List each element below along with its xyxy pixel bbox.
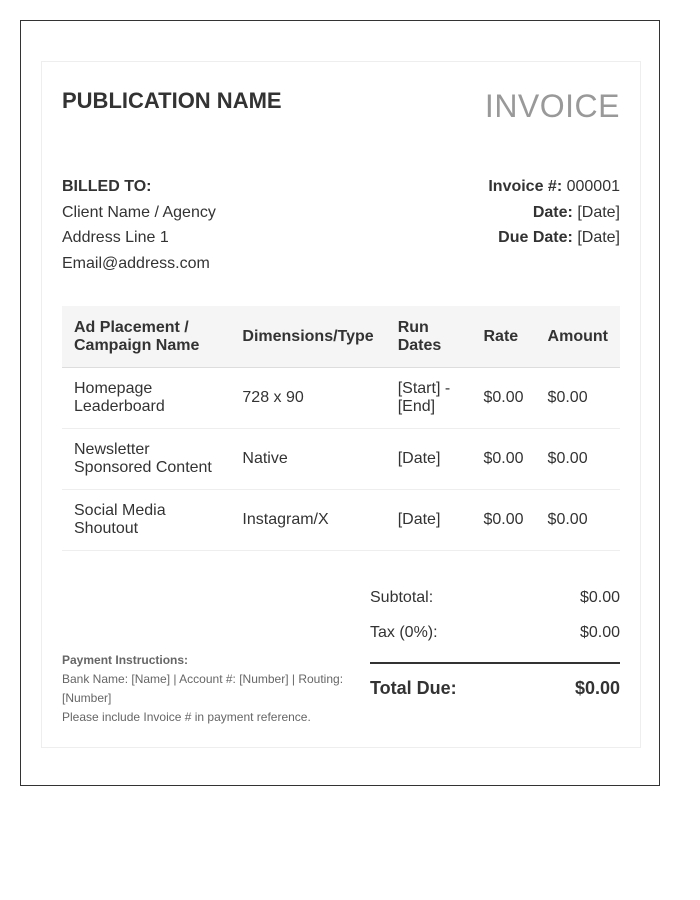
row-run-dates-line2: [End]	[397, 398, 436, 415]
header-amount: Amount	[536, 306, 620, 368]
invoice-date-row	[488, 200, 620, 226]
table-header-row	[62, 306, 620, 368]
row-placement	[62, 490, 230, 551]
invoice-number-value: 000001	[566, 178, 620, 195]
invoice-date-label: Date:	[532, 203, 573, 221]
header-placement-line2: Campaign Name	[74, 336, 200, 354]
row-rate: $0.00	[472, 490, 536, 551]
total-due-value: $0.00	[574, 678, 620, 698]
table-row	[62, 490, 620, 551]
client-name: Client Name / Agency	[62, 203, 216, 221]
line-items-table	[62, 306, 620, 551]
row-amount: $0.00	[536, 368, 620, 429]
due-date-row	[488, 225, 620, 251]
row-placement-line2: Shoutout	[74, 520, 139, 537]
row-dimensions: 728 x 90	[230, 368, 385, 429]
tax-value: $0.00	[579, 624, 620, 641]
payment-reference-line: Please include Invoice # in payment reference.	[62, 710, 311, 724]
total-due-row	[370, 662, 620, 711]
subtotal-value: $0.00	[579, 589, 620, 606]
row-placement-line2: Leaderboard	[74, 398, 165, 415]
row-rate: $0.00	[472, 368, 536, 429]
total-due-label: Total Due:	[370, 678, 457, 698]
row-amount: $0.00	[536, 429, 620, 490]
row-run-dates	[386, 490, 472, 551]
header-placement-line1: Ad Placement /	[74, 318, 189, 336]
billed-to-label: BILLED TO:	[62, 178, 152, 195]
billed-to-block	[62, 174, 216, 276]
header-placement	[62, 306, 230, 368]
payment-instructions	[62, 651, 352, 727]
row-placement-line1: Newsletter	[74, 441, 150, 458]
header-run-dates-line1: Run	[397, 318, 429, 336]
row-amount: $0.00	[536, 490, 620, 551]
row-run-dates-line1: [Date]	[397, 511, 441, 528]
invoice-number-row	[488, 174, 620, 200]
table-row	[62, 429, 620, 490]
header-dimensions: Dimensions/Type	[230, 306, 385, 368]
row-run-dates-line1: [Date]	[397, 450, 441, 467]
row-placement	[62, 429, 230, 490]
due-date-value: [Date]	[577, 229, 620, 246]
header-run-dates	[386, 306, 472, 368]
publication-name: PUBLICATION NAME	[62, 88, 282, 113]
invoice-number-label: Invoice #:	[488, 178, 563, 195]
totals-block	[370, 586, 620, 711]
header-run-dates-line2: Dates	[397, 336, 442, 354]
subtotal-label: Subtotal:	[370, 589, 434, 606]
due-date-label: Due Date:	[498, 229, 573, 246]
row-dimensions: Instagram/X	[230, 490, 385, 551]
invoice-meta-block	[488, 174, 620, 251]
invoice-date-value: [Date]	[577, 203, 620, 221]
tax-row	[370, 621, 620, 656]
row-dimensions: Native	[230, 429, 385, 490]
row-placement-line1: Social Media	[74, 502, 166, 519]
invoice-title: INVOICE	[484, 88, 620, 124]
row-placement-line2: Sponsored Content	[74, 459, 212, 476]
payment-bank-line: Bank Name: [Name] | Account #: [Number] | Routing: [Number]	[62, 672, 344, 705]
tax-label: Tax (0%):	[370, 624, 438, 641]
row-rate: $0.00	[472, 429, 536, 490]
row-run-dates	[386, 368, 472, 429]
subtotal-row	[370, 586, 620, 621]
client-email: Email@address.com	[62, 254, 210, 272]
address-line-1: Address Line 1	[62, 229, 169, 246]
row-run-dates-line1: [Start] -	[397, 380, 451, 397]
header-rate: Rate	[472, 306, 536, 368]
table-row	[62, 368, 620, 429]
payment-instructions-title: Payment Instructions:	[62, 653, 189, 667]
row-run-dates	[386, 429, 472, 490]
row-placement	[62, 368, 230, 429]
row-placement-line1: Homepage	[74, 380, 153, 397]
